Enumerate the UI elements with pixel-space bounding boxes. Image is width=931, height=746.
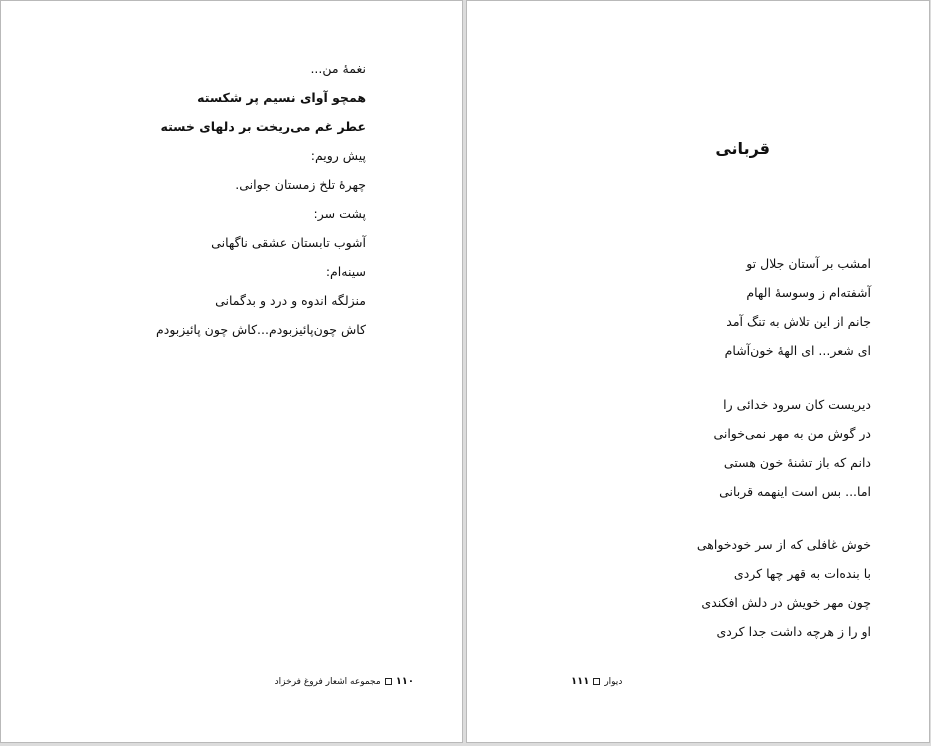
verse-line: خوش غافلی که از سر خودخواهی xyxy=(696,537,871,552)
verse-line: سینه‌ام: xyxy=(325,264,366,279)
verse-line: ای شعر... ای الههٔ خون‌آشام xyxy=(724,343,871,358)
poem-stanza-2 xyxy=(713,390,871,506)
verse-line: آشوب تابستان عشقی ناگهانی xyxy=(211,235,366,250)
page-footer-left xyxy=(275,676,414,687)
verse-line: منزلگه اندوه و درد و بدگمانی xyxy=(215,293,366,308)
verse-line: دیریست کان سرود خدائی را xyxy=(723,397,871,412)
verse-line: عطر غم می‌ریخت بر دلهای خسته xyxy=(160,119,366,134)
square-separator-icon xyxy=(593,678,600,685)
verse-line: پشت سر: xyxy=(313,206,366,221)
verse-line: آشفته‌ام ز وسوسهٔ الهام xyxy=(746,285,871,300)
verse-line: او را ز هرچه داشت جدا کردی xyxy=(716,624,871,639)
left-page xyxy=(0,0,463,743)
verse-line: چهرهٔ تلخ زمستان جوانی. xyxy=(235,177,366,192)
verse-line: در گوش من به مهر نمی‌خوانی xyxy=(713,426,871,441)
verse-line: پیش رویم: xyxy=(310,148,366,163)
verse-line: امشب بر آستان جلال تو xyxy=(746,256,871,271)
page-footer-right xyxy=(571,676,622,687)
poem-title: قربانی xyxy=(715,139,770,158)
verse-line: دانم که باز تشنهٔ خون هستی xyxy=(723,455,871,470)
book-title: مجموعه اشعار فروغ فرخزاد xyxy=(274,676,381,687)
poem-verse-block xyxy=(156,54,366,344)
verse-line: کاش چون‌پائیزبودم...کاش چون پائیزبودم xyxy=(156,322,366,337)
poem-stanza-3 xyxy=(697,530,871,646)
right-page xyxy=(466,0,930,743)
square-separator-icon xyxy=(385,678,392,685)
verse-line: جانم از این تلاش به تنگ آمد xyxy=(726,314,871,329)
verse-line: اما... بس است اینهمه قربانی xyxy=(719,484,871,499)
page-number: ۱۱۱ xyxy=(571,676,590,687)
verse-line: چون مهر خویش در دلش افکندی xyxy=(701,595,871,610)
verse-line: همچو آوای نسیم پر شکسته xyxy=(197,90,366,105)
poem-stanza-1 xyxy=(725,249,871,365)
book-title: دیوار xyxy=(604,676,623,687)
verse-line: نغمهٔ من... xyxy=(310,61,366,76)
verse-line: با بنده‌ات به قهر چها کردی xyxy=(733,566,871,581)
page-number: ۱۱۰ xyxy=(395,676,414,687)
